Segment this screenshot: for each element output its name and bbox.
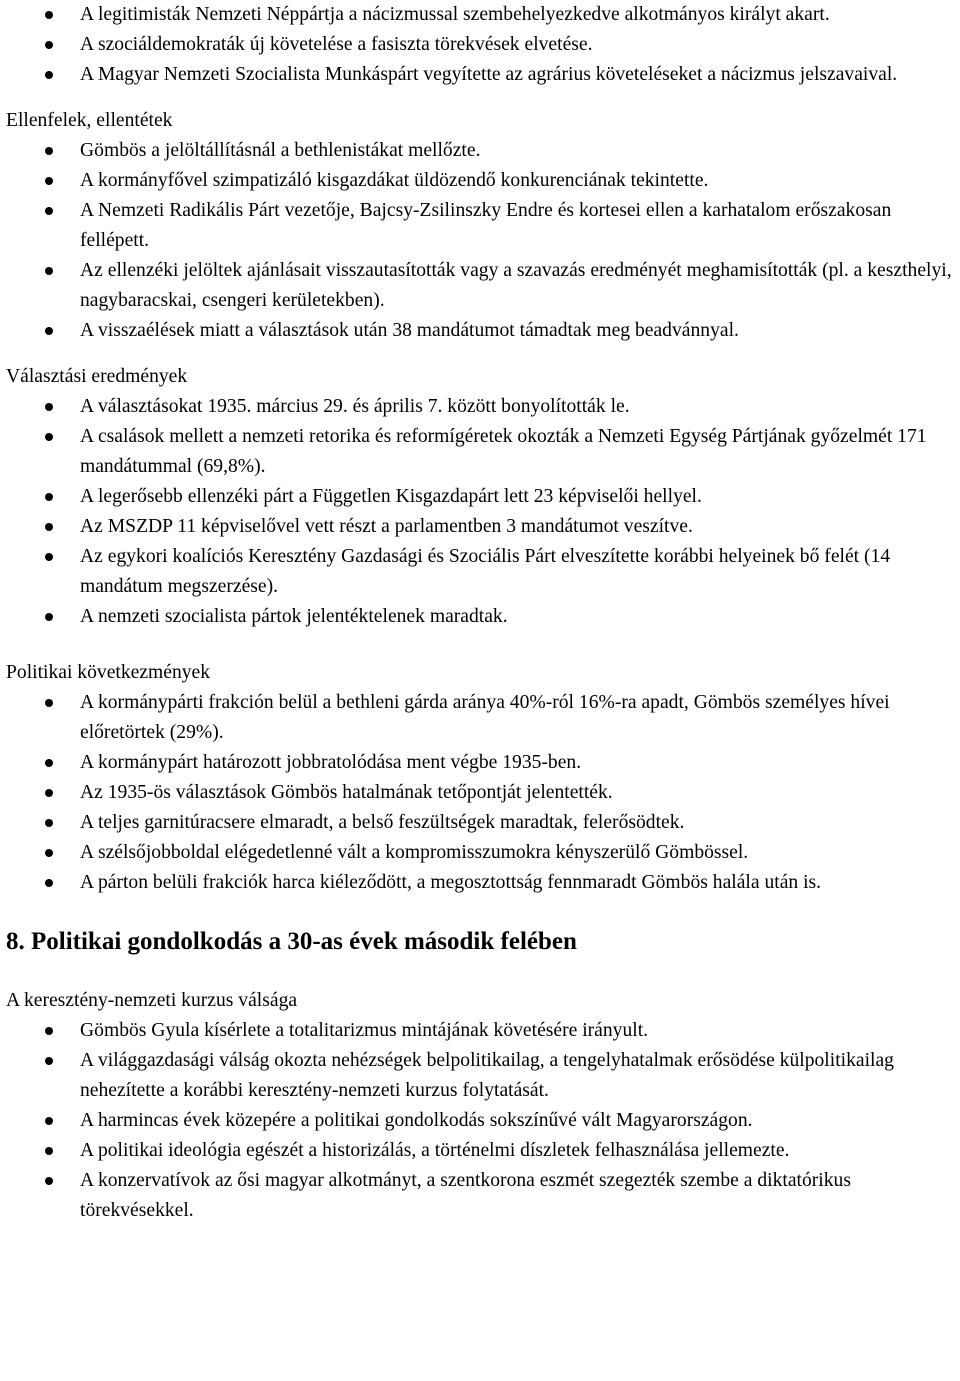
list-item: A Nemzeti Radikális Párt vezetője, Bajcsy-Zsilinszky Endre és kortesei ellen a karhatalom erőszakosan fellépett. xyxy=(6,196,960,256)
opponents-list xyxy=(6,136,960,346)
list-item: A Magyar Nemzeti Szocialista Munkáspárt vegyítette az agrárius követeléseket a nácizmus jelszavaival. xyxy=(6,60,960,90)
list-item: A legerősebb ellenzéki párt a Független Kisgazdapárt lett 23 képviselői hellyel. xyxy=(6,482,960,512)
list-item: A nemzeti szocialista pártok jelentéktelenek maradtak. xyxy=(6,602,960,632)
list-item: A választásokat 1935. március 29. és április 7. között bonyolították le. xyxy=(6,392,960,422)
list-item: A visszaélések miatt a választások után 38 mandátumot támadtak meg beadvánnyal. xyxy=(6,316,960,346)
list-item: A párton belüli frakciók harca kiéleződött, a megosztottság fennmaradt Gömbös halála után is. xyxy=(6,868,960,898)
consequences-list xyxy=(6,688,960,898)
heading-results: Választási eredmények xyxy=(6,366,188,387)
list-item: Gömbös Gyula kísérlete a totalitarizmus mintájának követésére irányult. xyxy=(6,1016,960,1046)
heading-crisis: A keresztény-nemzeti kurzus válsága xyxy=(6,990,298,1011)
list-item: A konzervatívok az ősi magyar alkotmányt, a szentkorona eszmét szegezték szembe a diktatórikus törekvésekkel. xyxy=(6,1166,960,1226)
list-item: A szociáldemokraták új követelése a fasiszta törekvések elvetése. xyxy=(6,30,960,60)
list-item: A legitimisták Nemzeti Néppártja a nácizmussal szembehelyezkedve alkotmányos királyt akart. xyxy=(6,0,960,30)
spacer xyxy=(6,898,960,924)
crisis-list xyxy=(6,1016,960,1226)
list-item: Az MSZDP 11 képviselővel vett részt a parlamentben 3 mandátumot veszítve. xyxy=(6,512,960,542)
results-list xyxy=(6,392,960,632)
list-item: Az 1935-ös választások Gömbös hatalmának tetőpontját jelentették. xyxy=(6,778,960,808)
list-item: A kormánypárt határozott jobbratolódása ment végbe 1935-ben. xyxy=(6,748,960,778)
intro-list xyxy=(6,0,960,90)
spacer xyxy=(6,632,960,658)
chapter-title: 8. Politikai gondolkodás a 30-as évek második felében xyxy=(6,928,577,955)
list-item: A kormányfővel szimpatizáló kisgazdákat üldözendő konkurenciának tekintette. xyxy=(6,166,960,196)
list-item: A kormánypárti frakción belül a bethleni gárda aránya 40%-ról 16%-ra apadt, Gömbös személyes hívei előretörtek (29%). xyxy=(6,688,960,748)
spacer xyxy=(6,346,960,362)
heading-opponents: Ellenfelek, ellentétek xyxy=(6,110,173,131)
list-item: A szélsőjobboldal elégedetlenné vált a kompromisszumokra kényszerülő Gömbössel. xyxy=(6,838,960,868)
list-item: A harmincas évek közepére a politikai gondolkodás sokszínűvé vált Magyarországon. xyxy=(6,1106,960,1136)
list-item: A csalások mellett a nemzeti retorika és reformígéretek okozták a Nemzeti Egység Pártjának győzelmét 171 mandátummal (69,8%). xyxy=(6,422,960,482)
list-item: A politikai ideológia egészét a historizálás, a történelmi díszletek felhasználása jellemezte. xyxy=(6,1136,960,1166)
list-item: Gömbös a jelöltállításnál a bethlenistákat mellőzte. xyxy=(6,136,960,166)
list-item: Az egykori koalíciós Keresztény Gazdasági és Szociális Párt elveszítette korábbi helyeinek bő felét (14 mandátum megszerzése). xyxy=(6,542,960,602)
list-item: Az ellenzéki jelöltek ajánlásait visszautasították vagy a szavazás eredményét meghamisították (pl. a keszthelyi, nagybaracskai, csengeri kerületekben). xyxy=(6,256,960,316)
spacer xyxy=(6,90,960,106)
heading-consequences: Politikai következmények xyxy=(6,662,211,683)
list-item: A világgazdasági válság okozta nehézségek belpolitikailag, a tengelyhatalmak erősödése külpolitikailag nehezítette a korábbi keresztény-nemzeti kurzus folytatását. xyxy=(6,1046,960,1106)
list-item: A teljes garnitúracsere elmaradt, a belső feszültségek maradtak, felerősödtek. xyxy=(6,808,960,838)
spacer xyxy=(6,960,960,986)
